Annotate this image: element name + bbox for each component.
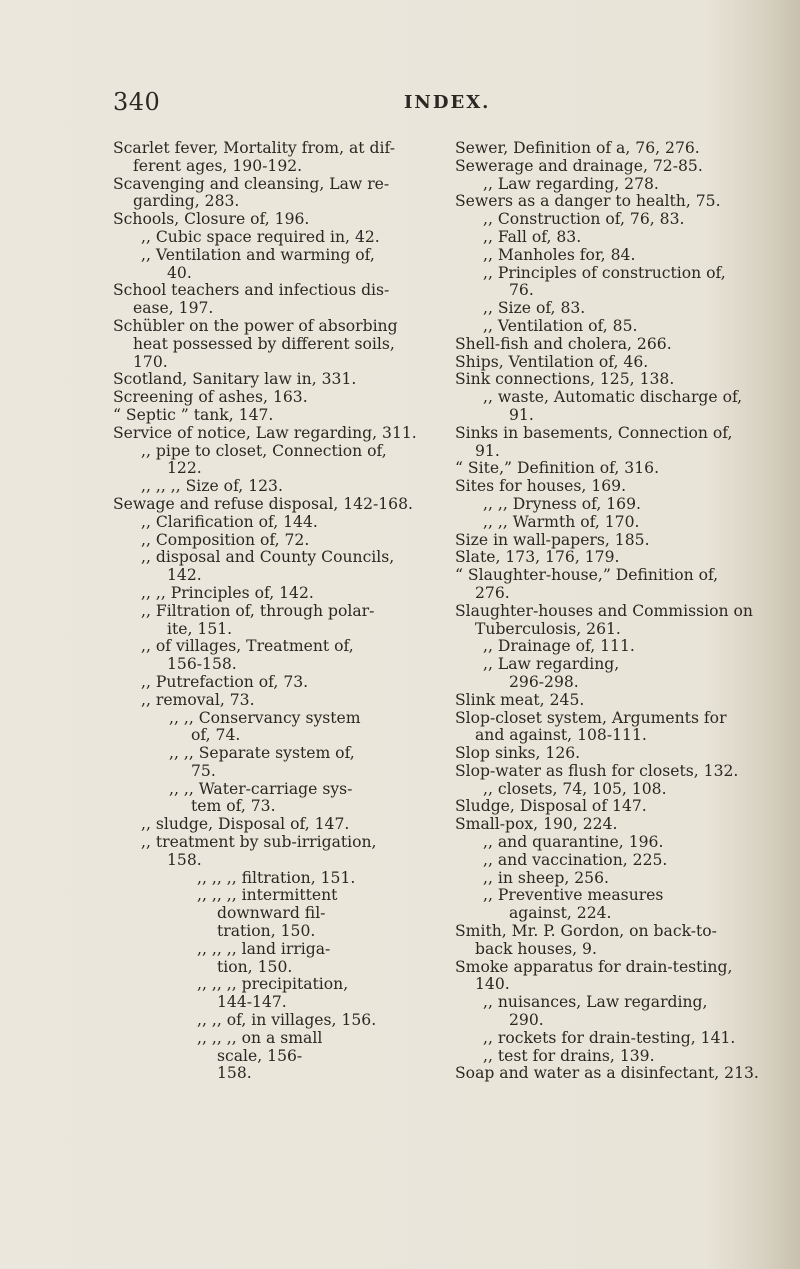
index-entry xyxy=(455,460,775,478)
index-entry-continuation: 290. xyxy=(509,1011,544,1030)
index-entry xyxy=(455,193,775,211)
index-entry xyxy=(455,389,775,425)
index-entry-text: ,, rockets for drain-testing, 141. xyxy=(483,1028,736,1047)
index-entry-text: Sewage and refuse disposal, 142-168. xyxy=(113,494,413,513)
index-entry xyxy=(455,514,775,532)
index-entry-text: ,, Principles of construction of, xyxy=(483,263,726,282)
index-entry xyxy=(455,923,775,959)
index-entry-text: ,, ,, ,, land irriga- xyxy=(197,939,331,958)
index-entry-text: ,, ,, Dryness of, 169. xyxy=(483,494,641,513)
index-entry-continuation: tration, 150. xyxy=(217,922,316,941)
index-entry-text: ,, waste, Automatic discharge of, xyxy=(483,388,743,407)
index-column-left xyxy=(113,140,435,1083)
index-entry-text: ,, in sheep, 256. xyxy=(483,868,609,887)
index-entry xyxy=(455,745,775,763)
index-entry-text: ,, ,, Warmth of, 170. xyxy=(483,512,640,531)
index-entry xyxy=(113,532,435,550)
index-entry-text: Small-pox, 190, 224. xyxy=(455,815,618,834)
index-entry-text: ,, ,, Separate system of, xyxy=(169,744,355,763)
index-entry-continuation: against, 224. xyxy=(509,904,612,923)
index-entry-text: Sewers as a danger to health, 75. xyxy=(455,192,721,211)
index-entry xyxy=(113,371,435,389)
index-entry xyxy=(113,692,435,710)
index-column-right xyxy=(455,140,775,1083)
index-entry-text: School teachers and infectious dis- xyxy=(113,281,390,300)
index-entry xyxy=(113,176,435,212)
index-entry-text: ,, Drainage of, 111. xyxy=(483,637,635,656)
index-entry-continuation: 158. xyxy=(217,1064,252,1083)
index-entry xyxy=(113,603,435,639)
index-entry xyxy=(113,140,435,176)
index-entry-text: ,, Ventilation of, 85. xyxy=(483,316,638,335)
index-entry xyxy=(113,549,435,585)
index-entry xyxy=(113,247,435,283)
index-entry-continuation: 76. xyxy=(509,281,534,300)
index-entry xyxy=(455,781,775,799)
index-entry xyxy=(113,674,435,692)
index-entry xyxy=(455,247,775,265)
index-entry-continuation: 40. xyxy=(167,263,192,282)
index-entry xyxy=(113,941,435,977)
index-entry-continuation: ease, 197. xyxy=(133,299,214,318)
index-entry-text: ,, ,, ,, intermittent xyxy=(197,886,338,905)
index-entry xyxy=(455,887,775,923)
index-entry-text: ,, removal, 73. xyxy=(141,690,255,709)
index-entry-text: Slop-closet system, Arguments for xyxy=(455,708,727,727)
index-entry-continuation: 91. xyxy=(509,405,534,424)
index-entry-continuation: 144-147. xyxy=(217,993,287,1012)
index-entry xyxy=(455,994,775,1030)
index-entry-text: Schools, Closure of, 196. xyxy=(113,210,310,229)
index-entry-text: Shell-fish and cholera, 266. xyxy=(455,334,672,353)
index-entry-continuation: 142. xyxy=(167,566,202,585)
index-entry-text: Smith, Mr. P. Gordon, on back-to- xyxy=(455,922,717,941)
index-entry-text: ,, Construction of, 76, 83. xyxy=(483,210,685,229)
page-header xyxy=(0,86,800,126)
index-entry xyxy=(455,532,775,550)
index-entry xyxy=(455,870,775,888)
index-entry-continuation: tem of, 73. xyxy=(191,797,276,816)
page-number: 340 xyxy=(113,88,161,116)
index-entry-text: ,, Composition of, 72. xyxy=(141,530,310,549)
index-entry-text: Schübler on the power of absorbing xyxy=(113,316,398,335)
index-entry xyxy=(113,887,435,940)
running-head: INDEX. xyxy=(404,92,491,113)
index-entry-text: Scotland, Sanitary law in, 331. xyxy=(113,370,357,389)
index-entry-text: ,, pipe to closet, Connection of, xyxy=(141,441,387,460)
index-entry xyxy=(113,282,435,318)
index-entry-text: Sink connections, 125, 138. xyxy=(455,370,675,389)
index-entry-text: ,, ,, Conservancy system xyxy=(169,708,361,727)
index-entry xyxy=(455,211,775,229)
index-entry-text: “ Slaughter-house,” Definition of, xyxy=(455,566,719,585)
index-entry-text: “ Site,” Definition of, 316. xyxy=(455,459,660,478)
index-entry-text: Ships, Ventilation of, 46. xyxy=(455,352,649,371)
index-entry-text: ,, ,, Principles of, 142. xyxy=(141,583,314,602)
index-entry-continuation: tion, 150. xyxy=(217,957,293,976)
index-entry xyxy=(455,496,775,514)
index-entry xyxy=(113,585,435,603)
index-entry-text: Sludge, Disposal of 147. xyxy=(455,797,647,816)
index-entry xyxy=(113,478,435,496)
index-entry-continuation: downward fil- xyxy=(217,904,326,923)
index-entry-text: ,, Cubic space required in, 42. xyxy=(141,227,380,246)
index-entry xyxy=(455,1030,775,1048)
index-entry-continuation: 122. xyxy=(167,459,202,478)
index-entry-continuation: garding, 283. xyxy=(133,192,240,211)
index-entry xyxy=(455,834,775,852)
index-entry xyxy=(113,710,435,746)
index-entry xyxy=(455,158,775,176)
index-entry xyxy=(455,852,775,870)
index-entry-text: Soap and water as a disinfectant, 213. xyxy=(455,1064,759,1083)
index-entry xyxy=(113,781,435,817)
index-entry xyxy=(113,389,435,407)
index-entry xyxy=(113,443,435,479)
index-entry-text: ,, nuisances, Law regarding, xyxy=(483,993,708,1012)
index-entry-continuation: and against, 108-111. xyxy=(475,726,647,745)
index-entry-text: ,, and quarantine, 196. xyxy=(483,833,664,852)
index-entry-continuation: ite, 151. xyxy=(167,619,233,638)
index-entry-text: Slaughter-houses and Commission on xyxy=(455,601,753,620)
index-entry xyxy=(113,514,435,532)
index-entry xyxy=(455,336,775,354)
index-entry-text: ,, closets, 74, 105, 108. xyxy=(483,779,667,798)
index-entry-text: Smoke apparatus for drain-testing, xyxy=(455,957,733,976)
index-entry-text: Scavenging and cleansing, Law re- xyxy=(113,174,390,193)
index-entry-continuation: 156-158. xyxy=(167,655,237,674)
index-entry-text: ,, Clarification of, 144. xyxy=(141,512,318,531)
index-entry-text: ,, Manholes for, 84. xyxy=(483,245,636,264)
index-entry xyxy=(455,318,775,336)
index-entry xyxy=(455,354,775,372)
index-entry-text: ,, sludge, Disposal of, 147. xyxy=(141,815,350,834)
index-entry-text: Slop-water as flush for closets, 132. xyxy=(455,761,739,780)
index-entry-text: ,, ,, ,, Size of, 123. xyxy=(141,477,283,496)
index-entry-continuation: 75. xyxy=(191,761,216,780)
index-entry-continuation: 140. xyxy=(475,975,510,994)
index-entry-text: ,, of villages, Treatment of, xyxy=(141,637,354,656)
index-entry-continuation: heat possessed by different soils, xyxy=(133,334,395,353)
index-entry xyxy=(455,763,775,781)
index-entry-text: ,, ,, of, in villages, 156. xyxy=(197,1011,377,1030)
index-entry-text: Sinks in basements, Connection of, xyxy=(455,423,733,442)
index-entry xyxy=(455,371,775,389)
index-entry-text: ,, ,, ,, on a small xyxy=(197,1028,323,1047)
index-entry xyxy=(113,976,435,1012)
index-entry xyxy=(113,745,435,781)
index-entry xyxy=(113,834,435,870)
index-entry-continuation: 170. xyxy=(133,352,168,371)
index-entry xyxy=(455,1048,775,1066)
index-entry-text: Sites for houses, 169. xyxy=(455,477,627,496)
index-entry xyxy=(113,211,435,229)
index-entry-continuation: of, 74. xyxy=(191,726,241,745)
index-entry-continuation: 276. xyxy=(475,583,510,602)
index-entry-text: ,, ,, Water-carriage sys- xyxy=(169,779,353,798)
index-entry-text: ,, Preventive measures xyxy=(483,886,664,905)
index-entry-continuation: 296-298. xyxy=(509,672,579,691)
index-entry xyxy=(455,710,775,746)
index-entry-text: ,, Size of, 83. xyxy=(483,299,586,318)
index-entry xyxy=(455,140,775,158)
index-entry xyxy=(455,603,775,639)
index-entry xyxy=(113,816,435,834)
index-entry xyxy=(455,176,775,194)
index-entry xyxy=(113,638,435,674)
index-entry-continuation: ferent ages, 190-192. xyxy=(133,156,303,175)
index-entry xyxy=(455,425,775,461)
index-entry-text: ,, Law regarding, xyxy=(483,655,620,674)
index-entry-text: ,, and vaccination, 225. xyxy=(483,850,668,869)
index-entry xyxy=(455,959,775,995)
index-entry xyxy=(113,407,435,425)
index-entry-text: Sewerage and drainage, 72-85. xyxy=(455,156,703,175)
index-entry-text: Scarlet fever, Mortality from, at dif- xyxy=(113,139,395,157)
index-entry xyxy=(113,1012,435,1030)
index-entry xyxy=(113,229,435,247)
index-entry-text: ,, ,, ,, precipitation, xyxy=(197,975,349,994)
index-entry-continuation: back houses, 9. xyxy=(475,939,597,958)
index-entry xyxy=(455,300,775,318)
index-entry xyxy=(113,870,435,888)
index-entry xyxy=(113,1030,435,1083)
index-entry xyxy=(455,567,775,603)
index-entry-text: ,, Putrefaction of, 73. xyxy=(141,672,309,691)
index-entry-text: Sewer, Definition of a, 76, 276. xyxy=(455,139,700,157)
index-entry xyxy=(113,425,435,443)
index-entry-text: ,, Filtration of, through polar- xyxy=(141,601,375,620)
index-entry-text: ,, Law regarding, 278. xyxy=(483,174,659,193)
index-entry xyxy=(455,229,775,247)
index-entry-text: ,, test for drains, 139. xyxy=(483,1046,655,1065)
index-entry xyxy=(455,798,775,816)
index-entry-text: ,, ,, ,, filtration, 151. xyxy=(197,868,356,887)
index-entry xyxy=(455,656,775,692)
index-entry-text: ,, treatment by sub-irrigation, xyxy=(141,833,377,852)
index-entry-text: Size in wall-papers, 185. xyxy=(455,530,650,549)
index-entry-text: Slink meat, 245. xyxy=(455,690,585,709)
index-entry-text: ,, Fall of, 83. xyxy=(483,227,582,246)
index-entry xyxy=(455,478,775,496)
index-entry xyxy=(455,265,775,301)
index-entry xyxy=(113,318,435,371)
index-entry xyxy=(455,692,775,710)
index-entry-text: Slate, 173, 176, 179. xyxy=(455,548,620,567)
index-entry-text: Screening of ashes, 163. xyxy=(113,388,308,407)
index-entry-text: Service of notice, Law regarding, 311. xyxy=(113,423,417,442)
index-entry-continuation: 158. xyxy=(167,850,202,869)
index-entry-continuation: 91. xyxy=(475,441,500,460)
index-entry-text: Slop sinks, 126. xyxy=(455,744,581,763)
index-entry xyxy=(455,638,775,656)
index-entry xyxy=(455,816,775,834)
index-entry-text: “ Septic ” tank, 147. xyxy=(113,405,274,424)
index-entry xyxy=(113,496,435,514)
index-entry xyxy=(455,549,775,567)
index-entry xyxy=(455,1065,775,1083)
index-entry-continuation: scale, 156- xyxy=(217,1046,303,1065)
index-entry-continuation: Tuberculosis, 261. xyxy=(475,619,621,638)
index-entry-text: ,, Ventilation and warming of, xyxy=(141,245,375,264)
index-entry-text: ,, disposal and County Councils, xyxy=(141,548,395,567)
